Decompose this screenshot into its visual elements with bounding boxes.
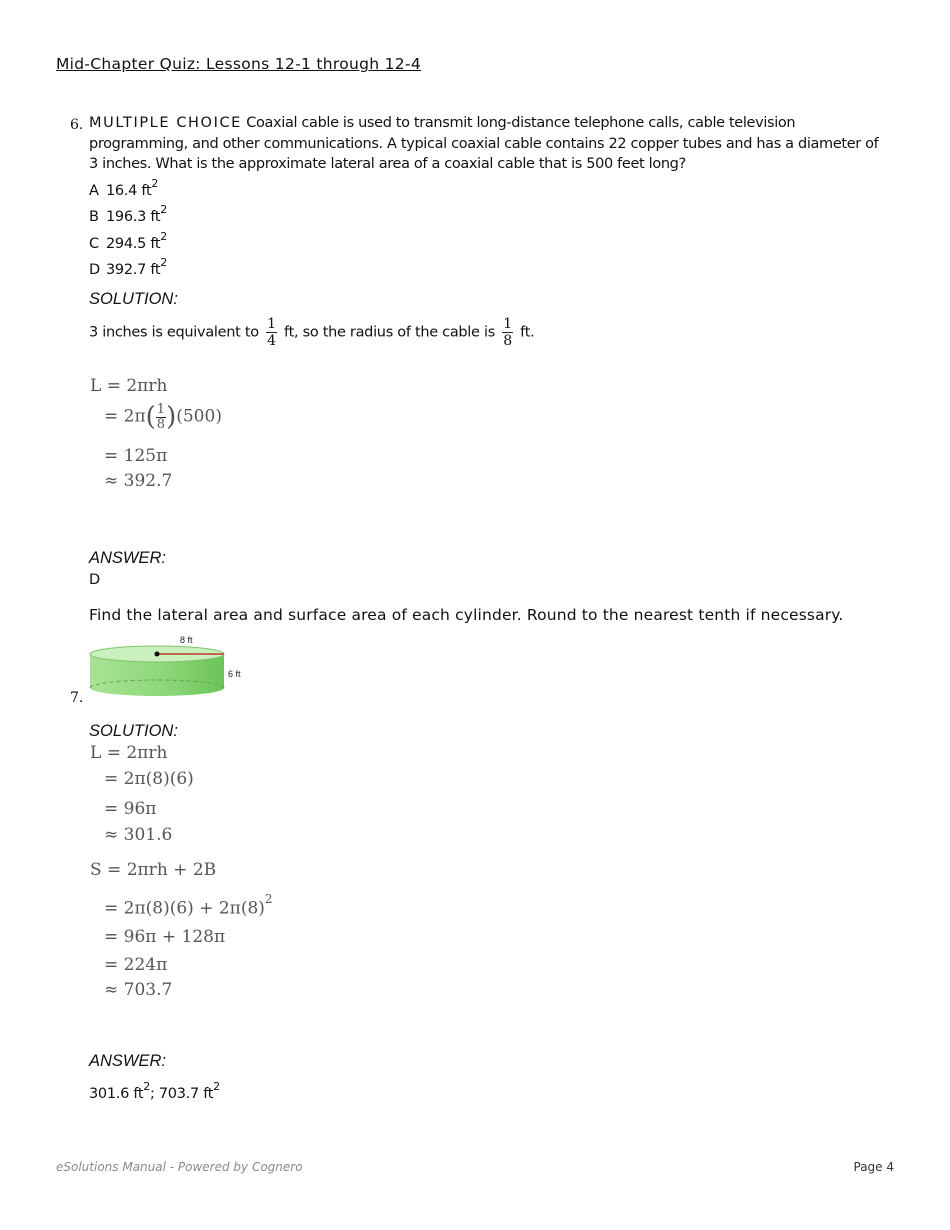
math-exponent: 2	[264, 892, 273, 906]
choice-a	[89, 179, 158, 199]
choice-d	[89, 258, 167, 278]
fraction-denominator: 4	[267, 333, 276, 349]
fraction-one-eighth	[156, 403, 166, 432]
solution-text-part: ft.	[515, 324, 535, 341]
question-7-number: 7.	[70, 690, 84, 706]
radius-label: 8 ft	[180, 635, 193, 645]
choice-letter: A	[89, 182, 99, 199]
math-line: ≈ 301.6	[104, 825, 173, 845]
page-number: Page 4	[853, 1160, 894, 1174]
choice-letter: B	[89, 208, 99, 225]
center-point	[155, 652, 160, 657]
question-6-text	[89, 113, 889, 175]
solution-text-part: ft, so the radius of the cable is	[279, 324, 500, 341]
choice-exponent: 2	[160, 203, 167, 216]
question-6-body: Coaxial cable is used to transmit long-distance telephone calls, cable television programming, and other communications. A typical coaxial cable contains 22 copper tubes and has a diameter of 3 inches. What is the approximate lateral area of a coaxial cable that is 500 feet long?	[89, 115, 879, 172]
fraction-one-eighth	[502, 316, 513, 349]
math-line: = 96π + 128π	[104, 927, 226, 947]
choice-letter: D	[89, 261, 100, 278]
choice-value: 392.7 ft	[106, 261, 161, 278]
math-part: = 2π	[104, 406, 146, 427]
math-line: L = 2πrh	[90, 743, 168, 763]
math-line: S = 2πrh + 2B	[90, 860, 217, 880]
answer-part: 703.7 ft	[158, 1085, 214, 1102]
fraction-denominator: 8	[503, 333, 512, 349]
math-line: ≈ 392.7	[104, 471, 173, 491]
answer-value	[89, 1082, 220, 1102]
solution-text-part: 3 inches is equivalent to	[89, 324, 264, 341]
answer-exponent: 2	[143, 1080, 150, 1093]
math-line-fraction	[104, 402, 222, 432]
choice-b	[89, 205, 167, 225]
fraction-one-quarter	[266, 316, 277, 349]
height-label: 6 ft	[228, 669, 241, 679]
math-line: L = 2πrh	[90, 376, 168, 396]
paren-close: )	[166, 402, 177, 432]
solution-label: SOLUTION:	[89, 722, 178, 740]
math-part: (500)	[176, 406, 222, 427]
math-line: = 2π(8)(6)	[104, 769, 194, 789]
question-6-number: 6.	[70, 117, 84, 133]
paren-open: (	[145, 402, 156, 432]
math-line: = 96π	[104, 799, 157, 819]
fraction-numerator: 1	[503, 316, 512, 332]
answer-exponent: 2	[213, 1080, 220, 1093]
answer-part: 301.6 ft	[89, 1085, 144, 1102]
fraction-numerator: 1	[156, 401, 166, 417]
cylinder-figure	[88, 632, 248, 704]
answer-separator: ;	[149, 1085, 159, 1102]
footer-credit: eSolutions Manual - Powered by Cognero	[56, 1160, 303, 1174]
choice-exponent: 2	[151, 177, 159, 190]
multiple-choice-tag: MULTIPLE CHOICE	[89, 115, 242, 131]
answer-value: D	[89, 572, 100, 588]
solution-label: SOLUTION:	[89, 290, 178, 308]
choice-exponent: 2	[160, 230, 167, 243]
math-line: = 224π	[104, 955, 168, 975]
choice-c	[89, 232, 167, 252]
math-part: = 2π(8)(6) + 2π(8)	[104, 898, 265, 919]
math-line: ≈ 703.7	[104, 980, 173, 1000]
instruction-text: Find the lateral area and surface area of each cylinder. Round to the nearest tenth if necessary.	[89, 606, 844, 624]
answer-label: ANSWER:	[89, 1052, 167, 1070]
choice-value: 16.4 ft	[106, 182, 152, 199]
math-line-surface	[104, 892, 273, 919]
choice-exponent: 2	[160, 256, 167, 269]
math-line: = 125π	[104, 446, 168, 466]
choice-value: 196.3 ft	[106, 208, 161, 225]
page-title: Mid-Chapter Quiz: Lessons 12-1 through 12-4	[56, 55, 421, 73]
fraction-numerator: 1	[267, 316, 276, 332]
solution-text	[89, 316, 534, 349]
choice-letter: C	[89, 235, 99, 252]
answer-label: ANSWER:	[89, 549, 167, 567]
fraction-denominator: 8	[156, 416, 166, 432]
choice-value: 294.5 ft	[106, 235, 161, 252]
